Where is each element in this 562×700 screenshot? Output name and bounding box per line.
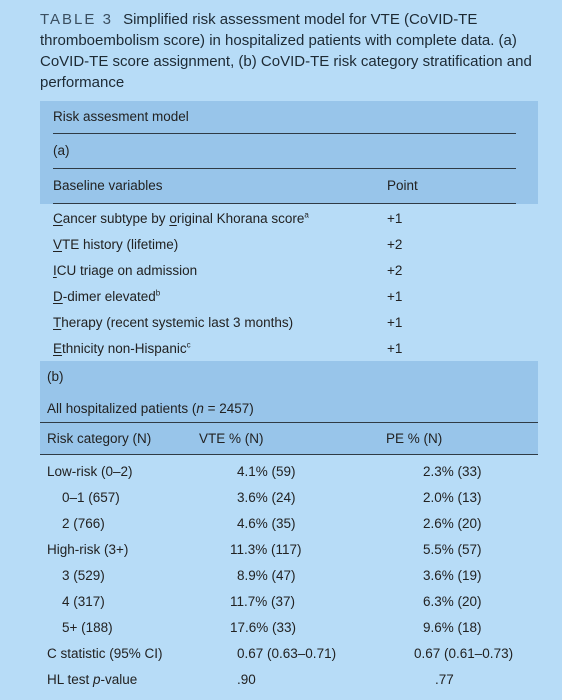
section-a-body: [40, 204, 538, 361]
variable-label: D-dimer elevated$^b$: [53, 288, 161, 304]
hl-test-vte: .90: [237, 672, 256, 687]
point-value: +2: [387, 263, 403, 278]
model-title: Risk assesment model: [53, 109, 189, 124]
point-value: +1: [387, 341, 403, 356]
vte-value: 4.1% (59): [237, 464, 296, 479]
table-row: [40, 484, 538, 510]
vte-value: 11.7% (37): [230, 594, 296, 609]
table-row: [40, 562, 538, 588]
variable-label: VTE history (lifetime): [53, 237, 179, 252]
variable-label: Ethnicity non-Hispanic$^c$: [53, 340, 191, 356]
header-baseline-variables: Baseline variables: [53, 178, 163, 193]
vte-value: 11.3% (117): [230, 542, 302, 557]
score-row: [40, 231, 538, 257]
header-vte: VTE % (N): [199, 431, 264, 446]
pe-value: 5.5% (57): [423, 542, 482, 557]
variable-label: ICU triage on admission: [53, 263, 198, 278]
risk-category: 5+ (188): [62, 620, 113, 635]
table-row: [40, 536, 538, 562]
caption-text: Simplified risk assessment model for VTE (CoVID-TE thromboembolism score) in hospitalized patients with complete data. (a) CoVID-TE score assignment, (b) CoVID-TE risk category stratification and performance: [40, 11, 532, 91]
section-b-body: [40, 455, 538, 692]
all-patients-label: All hospitalized patients (n = 2457): [47, 401, 254, 416]
section-b-header-row: [40, 425, 538, 455]
score-row: [40, 283, 538, 309]
risk-category: 3 (529): [62, 568, 105, 583]
section-b-label: (b): [47, 369, 64, 384]
point-value: +1: [387, 211, 403, 226]
score-row: [40, 205, 538, 231]
hl-test-label: HL test p-value: [47, 672, 138, 687]
table-number: TABLE 3: [40, 11, 113, 28]
section-a-label: (a): [53, 143, 70, 158]
vte-value: 8.9% (47): [237, 568, 296, 583]
pe-value: 6.3% (20): [423, 594, 482, 609]
c-statistic-label: C statistic (95% CI): [47, 646, 163, 661]
table-row: [40, 458, 538, 484]
pe-value: 2.3% (33): [423, 464, 482, 479]
risk-category: High-risk (3+): [47, 542, 129, 557]
vte-value: 4.6% (35): [237, 516, 296, 531]
c-statistic-pe: 0.67 (0.61–0.73): [414, 646, 514, 661]
score-row: [40, 257, 538, 283]
pe-value: 2.0% (13): [423, 490, 482, 505]
pe-value: 2.6% (20): [423, 516, 482, 531]
risk-category: Low-risk (0–2): [47, 464, 133, 479]
c-statistic-vte: 0.67 (0.63–0.71): [237, 646, 337, 661]
point-value: +2: [387, 237, 403, 252]
point-value: +1: [387, 289, 403, 304]
score-row: [40, 335, 538, 361]
section-b-label-row: [40, 361, 538, 393]
hl-test-row: [40, 666, 538, 692]
risk-table: [40, 101, 538, 692]
vte-value: 3.6% (24): [237, 490, 296, 505]
table-caption: [40, 9, 540, 93]
pe-value: 3.6% (19): [423, 568, 482, 583]
section-a-header-row: [40, 170, 538, 204]
score-row: [40, 309, 538, 335]
header-point: Point: [387, 178, 418, 193]
pe-value: 9.6% (18): [423, 620, 482, 635]
variable-label: Therapy (recent systemic last 3 months): [53, 315, 294, 330]
variable-label: Cancer subtype by original Khorana score$^a$: [53, 210, 309, 226]
point-value: +1: [387, 315, 403, 330]
risk-category: 2 (766): [62, 516, 105, 531]
vte-value: 17.6% (33): [230, 620, 297, 635]
risk-category: 4 (317): [62, 594, 105, 609]
hl-test-pe: .77: [435, 672, 454, 687]
risk-category: 0–1 (657): [62, 490, 120, 505]
table-row: [40, 614, 538, 640]
model-title-row: [40, 101, 538, 134]
all-patients-row: [40, 393, 538, 425]
table-row: [40, 588, 538, 614]
header-risk-category: Risk category (N): [47, 431, 152, 446]
table-row: [40, 510, 538, 536]
header-pe: PE % (N): [386, 431, 443, 446]
section-a-label-row: [40, 134, 538, 170]
c-statistic-row: [40, 640, 538, 666]
